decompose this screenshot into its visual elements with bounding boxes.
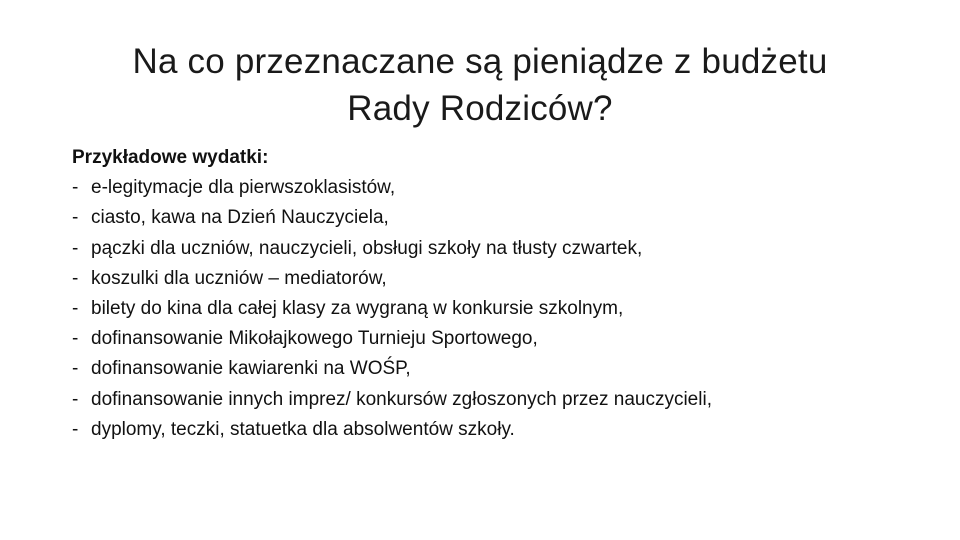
list-item-text: bilety do kina dla całej klasy za wygraną w konkursie szkolnym, xyxy=(91,298,624,320)
bullet-dash: - xyxy=(72,418,79,440)
list-heading: Przykładowe wydatki: xyxy=(72,147,269,168)
list-item-text: dofinansowanie kawiarenki na WOŚP, xyxy=(91,358,411,380)
bullet-dash: - xyxy=(72,328,79,350)
list-item-text: koszulki dla uczniów – mediatorów, xyxy=(91,267,387,289)
list-item xyxy=(72,294,932,324)
list-item-text: ciasto, kawa na Dzień Nauczyciela, xyxy=(91,207,389,229)
list-item-text: dyplomy, teczki, statuetka dla absolwentów szkoły. xyxy=(91,418,515,440)
list-item xyxy=(72,173,932,203)
bullet-dash: - xyxy=(72,358,79,380)
bullet-dash: - xyxy=(72,237,79,259)
slide-title-line-2: Rady Rodziców? xyxy=(347,89,613,128)
slide-title xyxy=(60,38,900,132)
expense-list xyxy=(72,173,932,445)
list-item xyxy=(72,234,932,264)
list-item-text: pączki dla uczniów, nauczycieli, obsługi szkoły na tłusty czwartek, xyxy=(91,237,643,259)
list-item xyxy=(72,264,932,294)
slide-body xyxy=(72,143,932,445)
bullet-dash: - xyxy=(72,388,79,410)
list-item xyxy=(72,203,932,233)
bullet-dash: - xyxy=(72,207,79,229)
list-item-text: dofinansowanie innych imprez/ konkursów zgłoszonych przez nauczycieli, xyxy=(91,388,712,410)
bullet-dash: - xyxy=(72,267,79,289)
list-item xyxy=(72,354,932,384)
list-item xyxy=(72,324,932,354)
bullet-dash: - xyxy=(72,177,79,199)
bullet-dash: - xyxy=(72,298,79,320)
slide-title-line-1: Na co przeznaczane są pieniądze z budżetu xyxy=(132,42,828,81)
list-item xyxy=(72,415,932,445)
list-item-text: e-legitymacje dla pierwszoklasistów, xyxy=(91,177,396,199)
list-item-text: dofinansowanie Mikołajkowego Turnieju Sportowego, xyxy=(91,328,538,350)
list-item xyxy=(72,385,932,415)
